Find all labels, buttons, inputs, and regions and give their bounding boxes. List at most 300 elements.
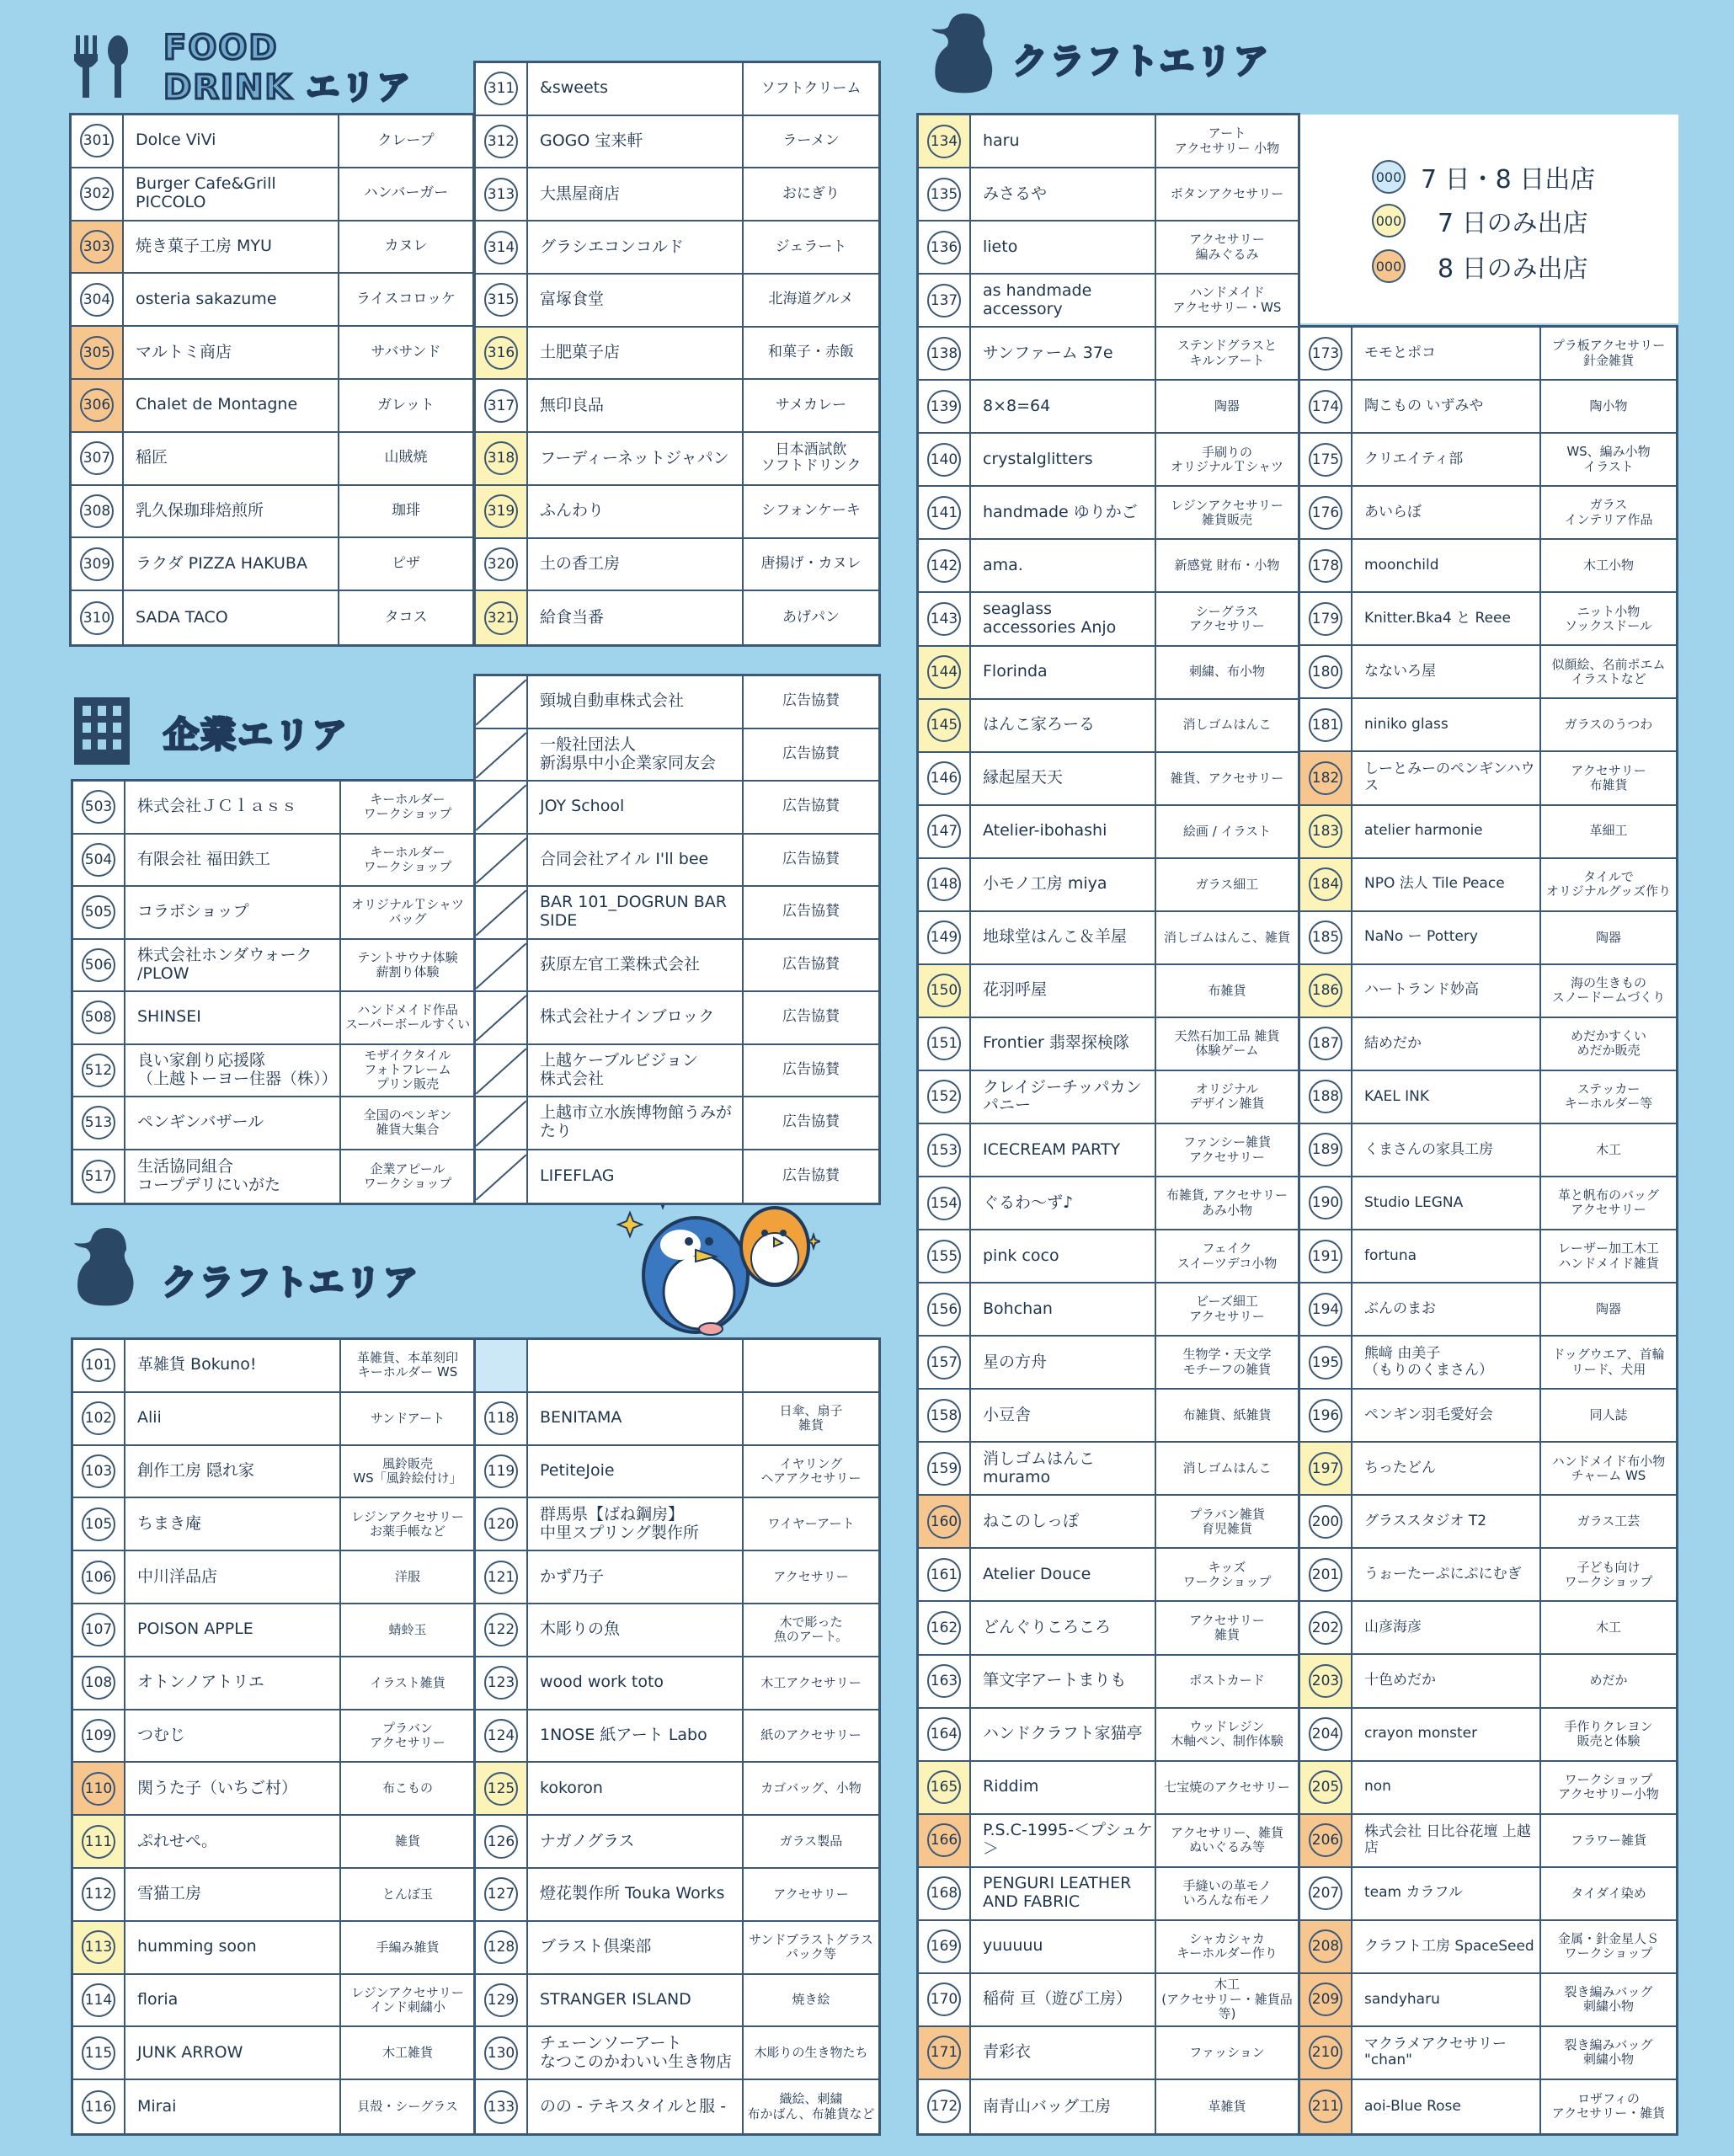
booth-number-cell — [73, 1604, 125, 1656]
booth-number-cell — [73, 1446, 125, 1497]
booth-number: 135 — [927, 178, 961, 211]
shop-category: 全国のペンギン 雑貨大集合 — [363, 1107, 452, 1138]
booth-number: 141 — [927, 496, 961, 530]
booth-number: 136 — [927, 231, 961, 264]
shop-category: 裂き編みバッグ 刺繍小物 — [1564, 2037, 1653, 2068]
shop-category: 広告協賛 — [782, 798, 840, 815]
booth-number-cell — [72, 486, 124, 537]
booth-number-cell — [476, 116, 528, 168]
booth-number-cell — [476, 1604, 528, 1656]
booth-number-cell — [1300, 1124, 1353, 1176]
booth-number-cell — [919, 1921, 971, 1972]
booth-number: 122 — [484, 1613, 518, 1646]
table-row — [919, 1071, 1298, 1124]
table-row — [476, 1763, 878, 1816]
shop-name: non — [1353, 1762, 1541, 1813]
booth-number-cell — [919, 1230, 971, 1282]
table-row — [919, 2080, 1298, 2133]
shop-name: 燈花製作所 Touka Works — [528, 1869, 744, 1920]
booth-number: 312 — [484, 125, 518, 158]
booth-number-cell — [1300, 1018, 1353, 1070]
booth-number: 186 — [1309, 974, 1342, 1007]
shop-name: みさるや — [971, 168, 1156, 220]
shop-category: 和菓子・赤飯 — [768, 344, 854, 361]
booth-number: 206 — [1309, 1823, 1342, 1857]
table-row — [73, 1657, 474, 1710]
booth-number: 303 — [80, 230, 114, 264]
shop-category: 木で彫った 魚のアート。 — [773, 1614, 849, 1645]
booth-number: 171 — [927, 2036, 961, 2069]
shop-category: めだか — [1589, 1673, 1628, 1689]
booth-number: 116 — [82, 2090, 115, 2124]
shop-category: サバサンド — [371, 343, 441, 360]
shop-category: ニット小物 ソックスドール — [1565, 603, 1652, 633]
table-row — [476, 887, 878, 940]
penguin-silhouette-icon — [72, 1226, 140, 1307]
shop-category: ファンシー雑貨 アクセサリー — [1182, 1134, 1272, 1165]
shop-name: クラフト工房 SpaceSeed — [1353, 1921, 1541, 1972]
table-row — [73, 1816, 474, 1869]
booth-number: 106 — [82, 1561, 115, 1594]
booth-number: 102 — [82, 1401, 115, 1435]
shop-name: pink coco — [971, 1230, 1156, 1282]
booth-number: 517 — [82, 1160, 115, 1193]
table-row — [919, 2027, 1298, 2080]
table-row — [1300, 965, 1676, 1018]
booth-number: 157 — [927, 1346, 961, 1380]
shop-name: 焼き菓子工房 MYU — [124, 221, 339, 273]
shop-name: ねこのしっぽ — [971, 1496, 1156, 1547]
table-row — [919, 328, 1298, 381]
shop-name: moonchild — [1353, 540, 1541, 591]
kigyo-heading: 企業エリア — [163, 714, 349, 755]
booth-number: 150 — [927, 974, 961, 1007]
booth-number-cell — [919, 593, 971, 644]
shop-category: レーザー加工木工 ハンドメイド雑貨 — [1557, 1241, 1659, 1271]
table-row — [1300, 1390, 1676, 1443]
booth-number-cell — [72, 591, 124, 644]
shop-name: POISON APPLE — [125, 1604, 341, 1656]
shop-name: 株式会社ナインブロック — [528, 992, 744, 1043]
craft-area-table-c — [916, 113, 1300, 2136]
shop-category: プラ板アクセサリー 針金雑貨 — [1551, 338, 1666, 368]
booth-number-cell — [1300, 1815, 1353, 1866]
shop-category: 紙のアクセサリー — [760, 1727, 862, 1743]
shop-category: ロザフィの アクセサリー・雑貨 — [1551, 2091, 1666, 2121]
table-row — [919, 965, 1298, 1018]
table-row — [476, 2080, 878, 2133]
booth-number-cell — [919, 275, 971, 326]
shop-category: 布こもの — [381, 1780, 433, 1796]
booth-number-cell — [1300, 593, 1353, 644]
booth-number: 180 — [1309, 655, 1342, 689]
shop-category: ワイヤーアート — [767, 1516, 855, 1532]
booth-number: 168 — [927, 1876, 961, 1910]
table-row — [1300, 540, 1676, 593]
booth-number: 504 — [82, 843, 115, 877]
shop-category: ラーメン — [782, 132, 840, 150]
booth-number: 169 — [927, 1929, 961, 1963]
booth-number: 505 — [82, 895, 115, 929]
shop-name: 消しゴムはんこ muramo — [971, 1443, 1156, 1494]
shop-name: 山彦海彦 — [1353, 1602, 1541, 1653]
booth-number: 146 — [927, 761, 961, 795]
booth-number-cell — [73, 992, 125, 1043]
booth-number: 101 — [82, 1348, 115, 1382]
booth-number: 302 — [80, 177, 114, 211]
table-row — [919, 1656, 1298, 1709]
table-row — [1300, 1655, 1676, 1708]
table-row — [919, 806, 1298, 859]
corporate-area-table — [71, 779, 477, 1205]
booth-number: 133 — [484, 2090, 518, 2124]
booth-number-cell — [1300, 1762, 1353, 1813]
shop-category — [744, 1340, 878, 1391]
shop-name: wood work toto — [528, 1657, 744, 1709]
booth-number-cell — [476, 1340, 528, 1391]
shop-name: ペンギン羽毛愛好会 — [1353, 1390, 1541, 1441]
booth-number: 313 — [484, 178, 518, 211]
shop-name: かず乃子 — [528, 1551, 744, 1603]
booth-number: 129 — [484, 1983, 518, 2017]
shop-category: 絵画 / イラスト — [1182, 823, 1272, 839]
shop-name: haru — [971, 115, 1156, 167]
table-row — [919, 1443, 1298, 1496]
shop-category: アクセサリー 編みぐるみ — [1189, 232, 1265, 262]
booth-number-cell — [1300, 1390, 1353, 1441]
shop-name: NPO 法人 Tile Peace — [1353, 859, 1541, 910]
booth-number: 174 — [1309, 390, 1342, 424]
booth-number-cell — [1300, 1496, 1353, 1547]
shop-name: 星の方舟 — [971, 1337, 1156, 1388]
booth-number-cell — [919, 381, 971, 432]
penguin-silhouette-icon — [930, 12, 999, 94]
table-row — [72, 274, 472, 327]
booth-number: 152 — [927, 1080, 961, 1113]
booth-number-cell — [919, 1496, 971, 1547]
booth-number: 160 — [927, 1505, 961, 1539]
booth-number-cell — [919, 2080, 971, 2133]
shop-category: タイルで オリジナルグッズ作り — [1545, 868, 1672, 899]
booth-number-cell — [919, 1815, 971, 1866]
shop-category: 革細工 — [1589, 823, 1628, 839]
table-row — [476, 1446, 878, 1499]
shop-category: シーグラス アクセサリー — [1189, 603, 1265, 633]
shop-name: ICECREAM PARTY — [971, 1124, 1156, 1176]
booth-number-cell — [73, 1097, 125, 1149]
booth-number-cell — [73, 1763, 125, 1814]
booth-number: 148 — [927, 867, 961, 901]
booth-number: 110 — [82, 1772, 115, 1806]
booth-number: 173 — [1309, 337, 1342, 371]
shop-category: ハンドメイド アクセサリー・WS — [1172, 285, 1282, 315]
shop-category: ソフトクリーム — [760, 79, 862, 97]
table-row — [72, 380, 472, 433]
booth-number: 200 — [1309, 1505, 1342, 1539]
booth-number: 205 — [1309, 1770, 1342, 1804]
shop-category: 広告協賛 — [782, 850, 840, 867]
booth-number-cell — [919, 806, 971, 857]
table-row — [1300, 1337, 1676, 1390]
booth-number-cell — [476, 1393, 528, 1444]
shop-name: ちったどん — [1353, 1443, 1541, 1494]
shop-category: 日傘、扇子 雑貨 — [779, 1402, 843, 1433]
shop-category: ハンドメイド作品 スーパーボールすくい — [344, 1002, 471, 1033]
booth-number-cell — [72, 380, 124, 431]
booth-number-cell — [1300, 328, 1353, 379]
booth-number-cell — [1300, 1868, 1353, 1919]
shop-category: イヤリング ヘアアクセサリー — [760, 1455, 862, 1486]
shop-category: カヌレ — [384, 237, 428, 255]
table-row — [919, 1496, 1298, 1549]
shop-category: レジンアクセサリー お薬手帳など — [351, 1508, 464, 1539]
shop-name: PENGURI LEATHER AND FABRIC — [971, 1868, 1156, 1919]
shop-name: ぐるわ～ず♪ — [971, 1177, 1156, 1229]
booth-number: 123 — [484, 1666, 518, 1700]
booth-number-cell — [72, 327, 124, 378]
shop-name: 熊﨑 由美子 （もりのくまさん） — [1353, 1337, 1541, 1388]
booth-number-cell — [476, 1551, 528, 1603]
booth-number: 315 — [484, 283, 518, 317]
shop-name: 小豆舎 — [971, 1390, 1156, 1441]
shop-name: 一般社団法人 新潟県中小企業家同友会 — [528, 729, 744, 781]
table-row — [73, 1498, 474, 1551]
booth-number-cell — [73, 1498, 125, 1550]
booth-number: 162 — [927, 1611, 961, 1645]
booth-number-cell — [476, 1816, 528, 1867]
shop-name: niniko glass — [1353, 699, 1541, 750]
shop-category: 雑貨 — [394, 1833, 420, 1849]
shop-name: sandyharu — [1353, 1974, 1541, 2025]
booth-number: 512 — [82, 1054, 115, 1087]
booth-number: 137 — [927, 284, 961, 318]
shop-name: KAEL INK — [1353, 1071, 1541, 1123]
shop-category: キーホルダー ワークショップ — [363, 844, 452, 874]
table-row — [476, 940, 878, 993]
table-row — [73, 940, 474, 993]
shop-category: 焼き絵 — [792, 1992, 830, 2008]
booth-number: 301 — [80, 124, 114, 157]
booth-number-cell — [72, 221, 124, 273]
booth-number: 184 — [1309, 867, 1342, 901]
booth-number-cell — [1300, 381, 1353, 432]
table-row — [1300, 1496, 1676, 1549]
shop-name: 花羽呼屋 — [971, 965, 1156, 1017]
shop-name: 群馬県【ばね鋼房】 中里スプリング製作所 — [528, 1498, 744, 1550]
shop-category: 刺繍、布小物 — [1188, 664, 1265, 680]
shop-category: アクセサリー — [773, 1568, 849, 1584]
shop-name: 陶こもの いずみや — [1353, 381, 1541, 432]
booth-number-cell — [476, 2027, 528, 2079]
booth-number-cell — [1300, 965, 1353, 1017]
shop-name: 富塚食堂 — [528, 275, 744, 326]
table-row — [1300, 1124, 1676, 1177]
table-row — [476, 539, 878, 592]
shop-category: アクセサリー、雑貨 ぬいぐるみ等 — [1171, 1824, 1283, 1855]
table-row — [919, 540, 1298, 593]
shop-category: サメカレー — [775, 396, 847, 414]
booth-number-cell — [919, 168, 971, 220]
shop-name: JOY School — [528, 782, 744, 833]
booth-number: 130 — [484, 2036, 518, 2070]
booth-number-cell — [1300, 1549, 1353, 1600]
booth-number: 195 — [1309, 1346, 1342, 1380]
table-row — [1300, 806, 1676, 859]
shop-name: 土の香工房 — [528, 539, 744, 590]
booth-number: 115 — [82, 2036, 115, 2070]
fork-spoon-icon — [71, 34, 131, 99]
shop-category: 日本酒試飲 ソフトドリンク — [760, 440, 862, 475]
booth-number-cell — [1300, 1283, 1353, 1335]
booth-number-cell — [73, 1551, 125, 1603]
shop-name: 8×8=64 — [971, 381, 1156, 432]
table-row — [919, 593, 1298, 646]
booth-number: 194 — [1309, 1293, 1342, 1326]
table-row — [73, 1446, 474, 1499]
shop-name: クリエイティ部 — [1353, 434, 1541, 485]
booth-number: 158 — [927, 1399, 961, 1433]
shop-category: ハンドメイド布小物 チャーム WS — [1551, 1453, 1666, 1483]
booth-number-cell — [919, 1868, 971, 1919]
booth-number: 185 — [1309, 921, 1342, 954]
booth-number-cell — [919, 1974, 971, 2025]
booth-number-cell — [476, 729, 528, 781]
shop-category: 珈琲 — [392, 502, 420, 520]
shop-category: 北海道グルメ — [768, 291, 854, 308]
food-area-table-left — [69, 113, 475, 647]
shop-name: オトンノアトリエ — [125, 1657, 341, 1709]
shop-name: 生活協同組合 コープデリにいがた — [125, 1150, 341, 1203]
booth-number-cell — [1300, 1443, 1353, 1494]
booth-number-cell — [73, 1975, 125, 2026]
shop-name: うぉーたーぷにぷにむぎ — [1353, 1549, 1541, 1600]
shop-category: 消しゴムはんこ — [1182, 717, 1272, 733]
shop-category: 革雑貨 — [1208, 2098, 1246, 2114]
legend-both-label: 7 日・8 日出店 — [1421, 165, 1596, 195]
shop-name: BAR 101_DOGRUN BAR SIDE — [528, 887, 744, 938]
shop-name: 株式会社ホンダウォーク /PLOW — [125, 940, 341, 991]
shop-name: LIFEFLAG — [528, 1150, 744, 1203]
shop-name: どんぐりころころ — [971, 1602, 1156, 1653]
shop-category: ステッカー キーホルダー等 — [1564, 1081, 1653, 1112]
shop-category: 同人誌 — [1589, 1407, 1628, 1423]
booth-number: 143 — [927, 602, 961, 636]
table-row — [919, 168, 1298, 221]
booth-number-cell — [73, 2027, 125, 2079]
sponsor-table — [473, 674, 881, 1205]
shop-category: 貝殻・シーグラス — [357, 2098, 458, 2114]
legend-day8-label: 8 日のみ出店 — [1438, 254, 1588, 284]
shop-name: as handmade accessory — [971, 275, 1156, 326]
booth-number-cell — [919, 1762, 971, 1813]
shop-category: 広告協賛 — [782, 744, 840, 762]
booth-number-cell — [73, 887, 125, 938]
shop-category: ドッグウエア、首輪 リード、犬用 — [1552, 1347, 1665, 1377]
shop-name: ハンドクラフト家猫亭 — [971, 1709, 1156, 1760]
table-row — [72, 327, 472, 380]
shop-category: とんぼ玉 — [381, 1886, 433, 1902]
table-row — [919, 912, 1298, 965]
shop-category: 手縫いの革モノ いろんな布モノ — [1182, 1878, 1272, 1908]
shop-name: &sweets — [528, 63, 744, 115]
shop-name: しーとみーのペンギンハウス — [1353, 752, 1541, 803]
booth-number-cell — [919, 1124, 971, 1176]
booth-number: 109 — [82, 1719, 115, 1753]
table-row — [476, 1393, 878, 1446]
shop-name: Atelier-ibohashi — [971, 806, 1156, 857]
shop-name: 大黒屋商店 — [528, 168, 744, 220]
table-row — [73, 1551, 474, 1604]
table-row — [919, 1124, 1298, 1177]
table-row — [1300, 381, 1676, 434]
shop-category: ボタンアクセサリー — [1170, 185, 1284, 201]
booth-number: 196 — [1309, 1399, 1342, 1433]
table-row — [919, 275, 1298, 328]
table-row — [919, 1018, 1298, 1071]
table-row — [919, 1177, 1298, 1230]
booth-number-cell — [476, 676, 528, 728]
booth-number-cell — [476, 887, 528, 938]
shop-category: ウッドレジン 木軸ペン、制作体験 — [1171, 1718, 1283, 1749]
table-row — [1300, 328, 1676, 381]
booth-number-cell — [919, 1018, 971, 1070]
booth-number: 112 — [82, 1877, 115, 1911]
shop-name: Studio LEGNA — [1353, 1177, 1541, 1229]
shop-name: ふんわり — [528, 486, 744, 537]
table-row — [476, 835, 878, 888]
shop-name: 南青山バッグ工房 — [971, 2080, 1156, 2133]
booth-number: 306 — [80, 388, 114, 422]
booth-number: 138 — [927, 337, 961, 371]
table-row — [1300, 1921, 1676, 1974]
shop-category: ガラス インテリア作品 — [1564, 497, 1653, 527]
booth-number: 111 — [82, 1825, 115, 1859]
table-row — [73, 2080, 474, 2133]
booth-number: 181 — [1309, 708, 1342, 742]
booth-number-cell — [72, 274, 124, 325]
booth-number-cell — [73, 1710, 125, 1762]
shop-name: 中川洋品店 — [125, 1551, 341, 1603]
shop-name: Dolce ViVi — [124, 115, 339, 167]
booth-number: 139 — [927, 390, 961, 424]
shop-category: ガラス工芸 — [1577, 1513, 1641, 1529]
shop-category: 織絵、刺繍 布かばん、布雑貨など — [747, 2091, 875, 2121]
shop-category: クレープ — [377, 131, 435, 149]
shop-category: WS、編み小物 イラスト — [1566, 444, 1651, 474]
shop-category: ガラス細工 — [1195, 876, 1259, 892]
booth-number-cell — [919, 1390, 971, 1441]
table-row — [919, 647, 1298, 700]
booth-number: 151 — [927, 1027, 961, 1060]
booth-number: 144 — [927, 655, 961, 689]
shop-name: 小モノ工房 miya — [971, 859, 1156, 910]
shop-name: 上越ケーブルビジョン 株式会社 — [528, 1045, 744, 1097]
booth-number-cell — [476, 1922, 528, 1973]
booth-number: 189 — [1309, 1133, 1342, 1166]
shop-category: 革と帆布のバッグ アクセサリー — [1557, 1187, 1659, 1218]
booth-number-cell — [476, 1869, 528, 1920]
table-row — [1300, 1815, 1676, 1868]
booth-number-cell — [919, 1283, 971, 1335]
table-row — [73, 1922, 474, 1975]
booth-number-cell — [919, 221, 971, 273]
shop-category: 木彫りの生き物たち — [754, 2045, 868, 2061]
table-row — [476, 433, 878, 486]
booth-number: 119 — [484, 1454, 518, 1488]
booth-number-cell — [1300, 1230, 1353, 1282]
table-row — [1300, 1549, 1676, 1602]
table-row — [919, 1709, 1298, 1762]
